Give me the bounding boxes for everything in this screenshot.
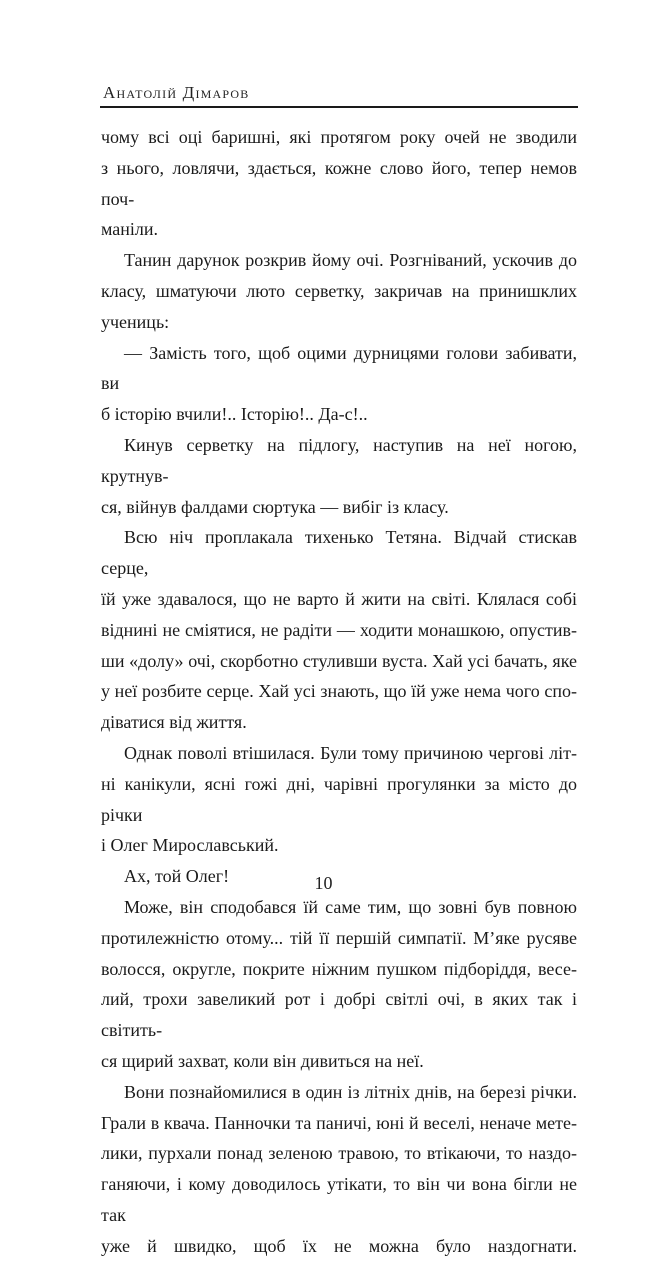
text-line: Кинув серветку на підлогу, наступив на неї ногою, крутнув-	[101, 434, 577, 486]
body-text	[101, 122, 577, 1261]
text-line: їй уже здавалося, що не варто й жити на світі. Клялася собі	[101, 588, 577, 609]
text-line: лий, трохи завеликий рот і добрі світлі очі, в яких так і світить-	[101, 989, 577, 1041]
text-line: лики, пурхали понад зеленою травою, то втікаючи, то наздо-	[101, 1143, 577, 1164]
text-line: Всю ніч проплакала тихенько Тетяна. Відчай стискав серце,	[101, 527, 577, 579]
running-head-author: Анатолій Дімаров	[103, 83, 250, 102]
text-line: чому всі оці баришні, які протягом року очей не зводили	[101, 127, 577, 147]
text-line: учениць:	[101, 311, 170, 332]
text-line: ши «долу» очі, скорботно стуливши вуста. Хай усі бачать, яке	[101, 650, 577, 671]
text-line: ні канікули, ясні гожі дні, чарівні прогулянки за місто до річки	[101, 773, 577, 825]
text-line: з нього, ловлячи, здається, кожне слово його, тепер немов поч-	[101, 157, 577, 209]
text-line: б історію вчили!.. Історію!.. Да-с!..	[101, 404, 368, 425]
text-line: уже й швидко, щоб їх не можна було наздогнати.	[101, 1235, 577, 1256]
text-line: Танин дарунок розкрив йому очі. Розгніваний, ускочив до	[124, 250, 577, 271]
running-head	[100, 80, 580, 110]
text-line: Вони познайомилися в один із літніх днів, на березі річки.	[124, 1081, 577, 1102]
text-line: Однак поволі втішилася. Були тому причиною чергові літ-	[124, 742, 577, 763]
text-line: у неї розбите серце. Хай усі знають, що їй уже нема чого спо-	[101, 681, 577, 702]
text-line: діватися від життя.	[101, 712, 247, 733]
text-line: ганяючи, і кому доводилось утікати, то він чи вона бігли не так	[101, 1174, 577, 1225]
text-line: класу, шматуючи люто серветку, закричав на принишклих	[101, 280, 577, 301]
text-line: — Замість того, щоб оцими дурницями голови забивати, ви	[101, 342, 577, 394]
header-rule	[100, 106, 578, 108]
text-line: Ах, той Олег!	[124, 866, 230, 887]
text-line: Може, він сподобався їй саме тим, що зовні був повною	[124, 896, 577, 917]
text-line: маніли.	[101, 219, 159, 240]
text-line: протилежністю отому... тій її першій симпатії. М’яке русяве	[101, 927, 577, 948]
text-line: віднині не сміятися, не радіти — ходити монашкою, опустив-	[101, 619, 577, 640]
text-line: Грали в квача. Панночки та паничі, юні й веселі, неначе мете-	[101, 1112, 577, 1133]
text-line: ся, війнув фалдами сюртука — вибіг із класу.	[101, 496, 449, 517]
text-line: і Олег Мирославський.	[101, 835, 279, 856]
page-number: 10	[314, 873, 333, 893]
text-line: ся щирий захват, коли він дивиться на неї.	[101, 1050, 424, 1071]
text-line: волосся, округле, покрите ніжним пушком підборіддя, весе-	[101, 958, 577, 979]
